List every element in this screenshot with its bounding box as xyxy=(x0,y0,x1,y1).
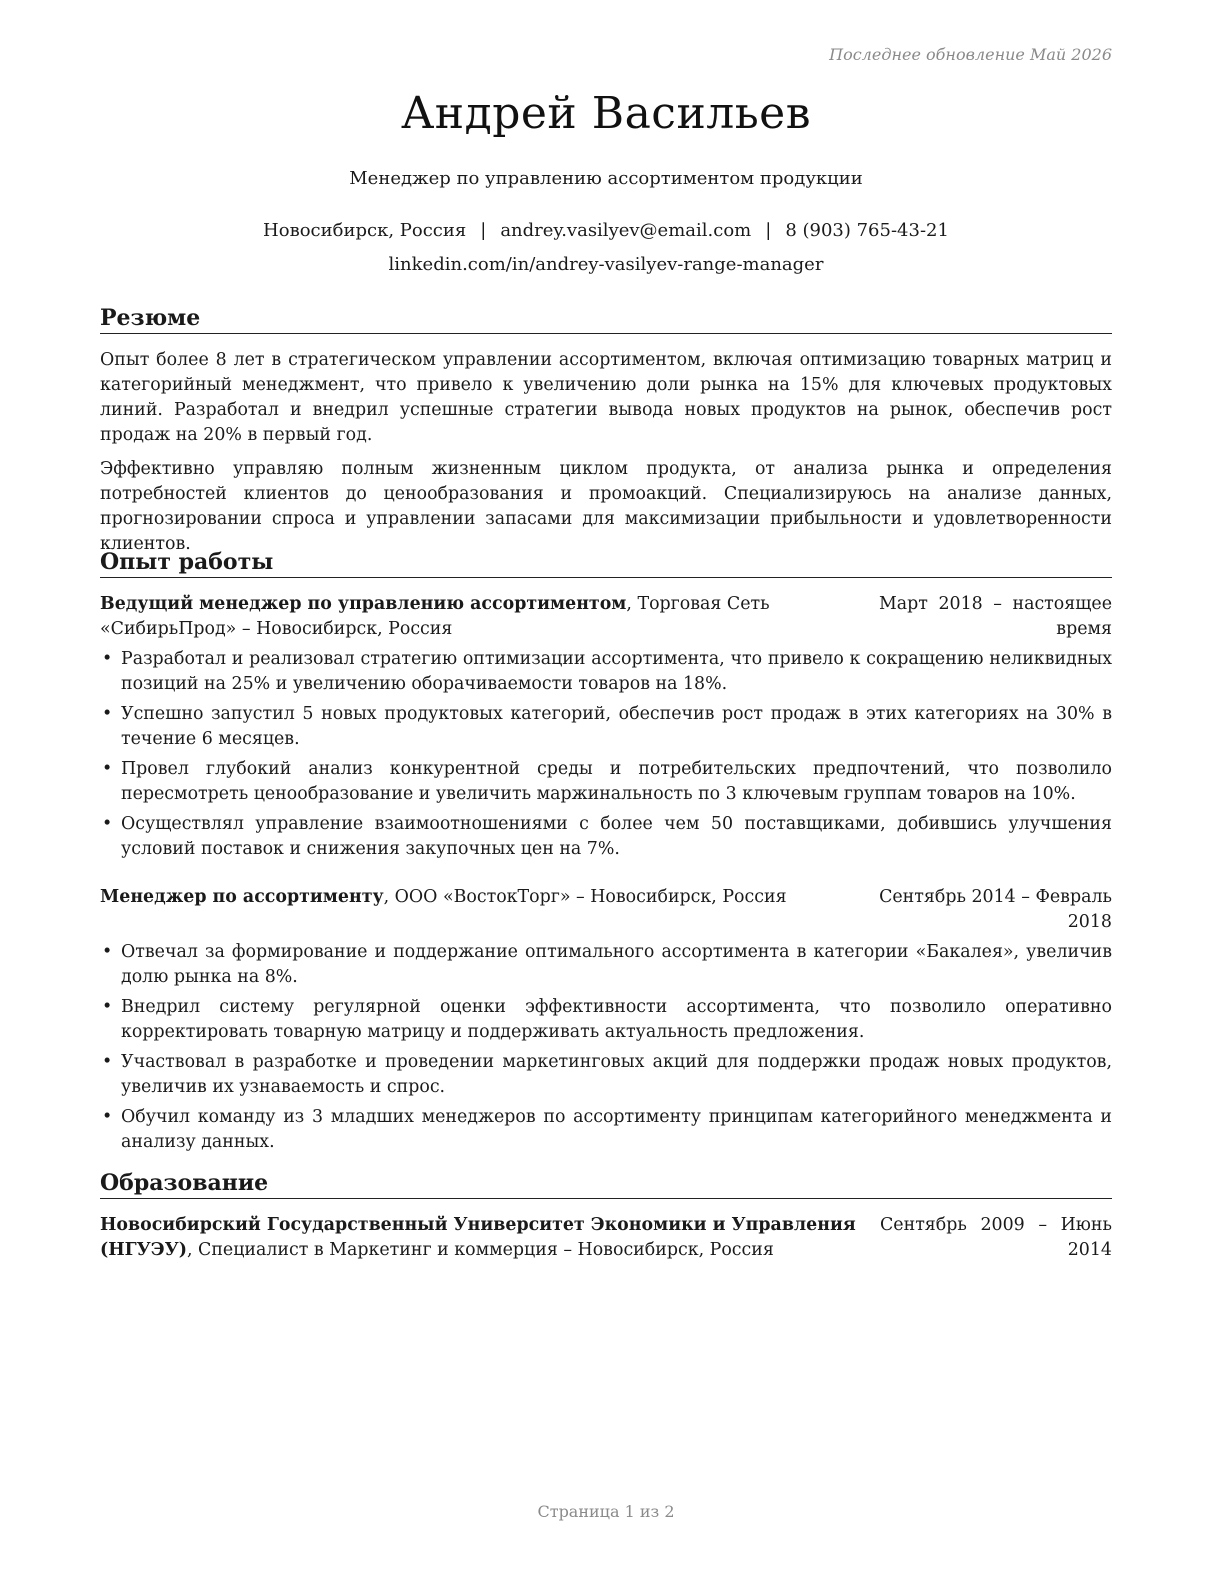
list-item: • Разработал и реализовал стратегию оптимизации ассортимента, что привело к сокращению неликвидных позиций на 25% и увеличению оборачиваемости товаров на 18%. xyxy=(100,647,1112,697)
job-position: Ведущий менеджер по управлению ассортиментом xyxy=(100,594,627,614)
education-details: , Специалист в Маркетинг и коммерция – Новосибирск, Россия xyxy=(186,1240,774,1260)
phone: 8 (903) 765-43-21 xyxy=(785,220,949,241)
job-bullets xyxy=(100,940,1112,1160)
job-title: Менеджер по управлению ассортиментом продукции xyxy=(349,168,863,189)
section-title-summary: Резюме xyxy=(100,305,1112,334)
list-item: • Успешно запустил 5 новых продуктовых категорий, обеспечив рост продаж в этих категориях на 30% в течение 6 месяцев. xyxy=(100,702,1112,752)
job-company: , Торговая Сеть «СибирьПрод» – Новосибирск, Россия xyxy=(100,594,770,639)
job-dates: Сентябрь 2014 – Февраль 2018 xyxy=(879,887,1112,932)
job-position: Менеджер по ассортименту xyxy=(100,887,384,907)
separator: | xyxy=(480,220,487,241)
list-item: • Обучил команду из 3 младших менеджеров по ассортименту принципам категорийного менеджмента и анализу данных. xyxy=(100,1105,1112,1155)
summary-paragraph: Опыт более 8 лет в стратегическом управлении ассортиментом, включая оптимизацию товарных матриц и категорийный менеджмент, что привело к увеличению доли рынка на 15% для ключевых продуктовых линий. Разработал и внедрил успешные стратегии вывода новых продуктов на рынок, обеспечив рост продаж на 20% в первый год. xyxy=(100,350,1112,445)
list-item: • Внедрил систему регулярной оценки эффективности ассортимента, что позволило оперативно корректировать товарную матрицу и поддерживать актуальность предложения. xyxy=(100,995,1112,1045)
education-degree xyxy=(100,1213,880,1263)
separator: | xyxy=(765,220,772,241)
list-item: • Провел глубокий анализ конкурентной среды и потребительских предпочтений, что позволило пересмотреть ценообразование и увеличить маржинальность по 3 ключевым группам товаров на 10%. xyxy=(100,757,1112,807)
job-bullets xyxy=(100,647,1112,867)
job-role xyxy=(100,885,800,910)
candidate-name: Андрей Васильев xyxy=(400,88,811,139)
job-company: , ООО «ВостокТорг» – Новосибирск, Россия xyxy=(383,887,787,907)
linkedin-link[interactable]: linkedin.com/in/andrey-vasilyev-range-manager xyxy=(388,254,824,275)
list-item: • Осуществлял управление взаимоотношениями с более чем 50 поставщиками, добившись улучшения условий поставок и снижения закупочных цен на 7%. xyxy=(100,812,1112,862)
page-number: Страница 1 из 2 xyxy=(537,1502,675,1521)
resume-page xyxy=(100,0,1112,1584)
location: Новосибирск, Россия xyxy=(263,220,467,241)
summary-paragraph: Эффективно управляю полным жизненным циклом продукта, от анализа рынка и определения потребностей клиентов до ценообразования и промоакций. Специализируюсь на анализе данных, прогнозировании спроса и управлении запасами для максимизации прибыльности и удовлетворенности клиентов. xyxy=(100,459,1112,554)
education-dates: Сентябрь 2009 – Июнь 2014 xyxy=(880,1215,1112,1260)
list-item: • Участвовал в разработке и проведении маркетинговых акций для поддержки продаж новых продуктов, увеличив их узнаваемость и спрос. xyxy=(100,1050,1112,1100)
job-role xyxy=(100,592,875,642)
job-dates: Март 2018 – настоящее время xyxy=(879,594,1112,639)
list-item: • Отвечал за формирование и поддержание оптимального ассортимента в категории «Бакалея», увеличив долю рынка на 8%. xyxy=(100,940,1112,990)
education-entry xyxy=(100,1213,1112,1263)
email-link[interactable]: andrey.vasilyev@email.com xyxy=(500,220,752,241)
section-title-experience: Опыт работы xyxy=(100,549,1112,578)
last-updated: Последнее обновление Май 2026 xyxy=(829,45,1112,64)
section-title-education: Образование xyxy=(100,1170,1112,1199)
job-header xyxy=(100,592,1112,642)
contact-line xyxy=(100,220,1112,241)
job-header xyxy=(100,885,1112,932)
education-institution: Новосибирский Государственный Университет Экономики и Управления (НГУЭУ) xyxy=(100,1215,856,1260)
